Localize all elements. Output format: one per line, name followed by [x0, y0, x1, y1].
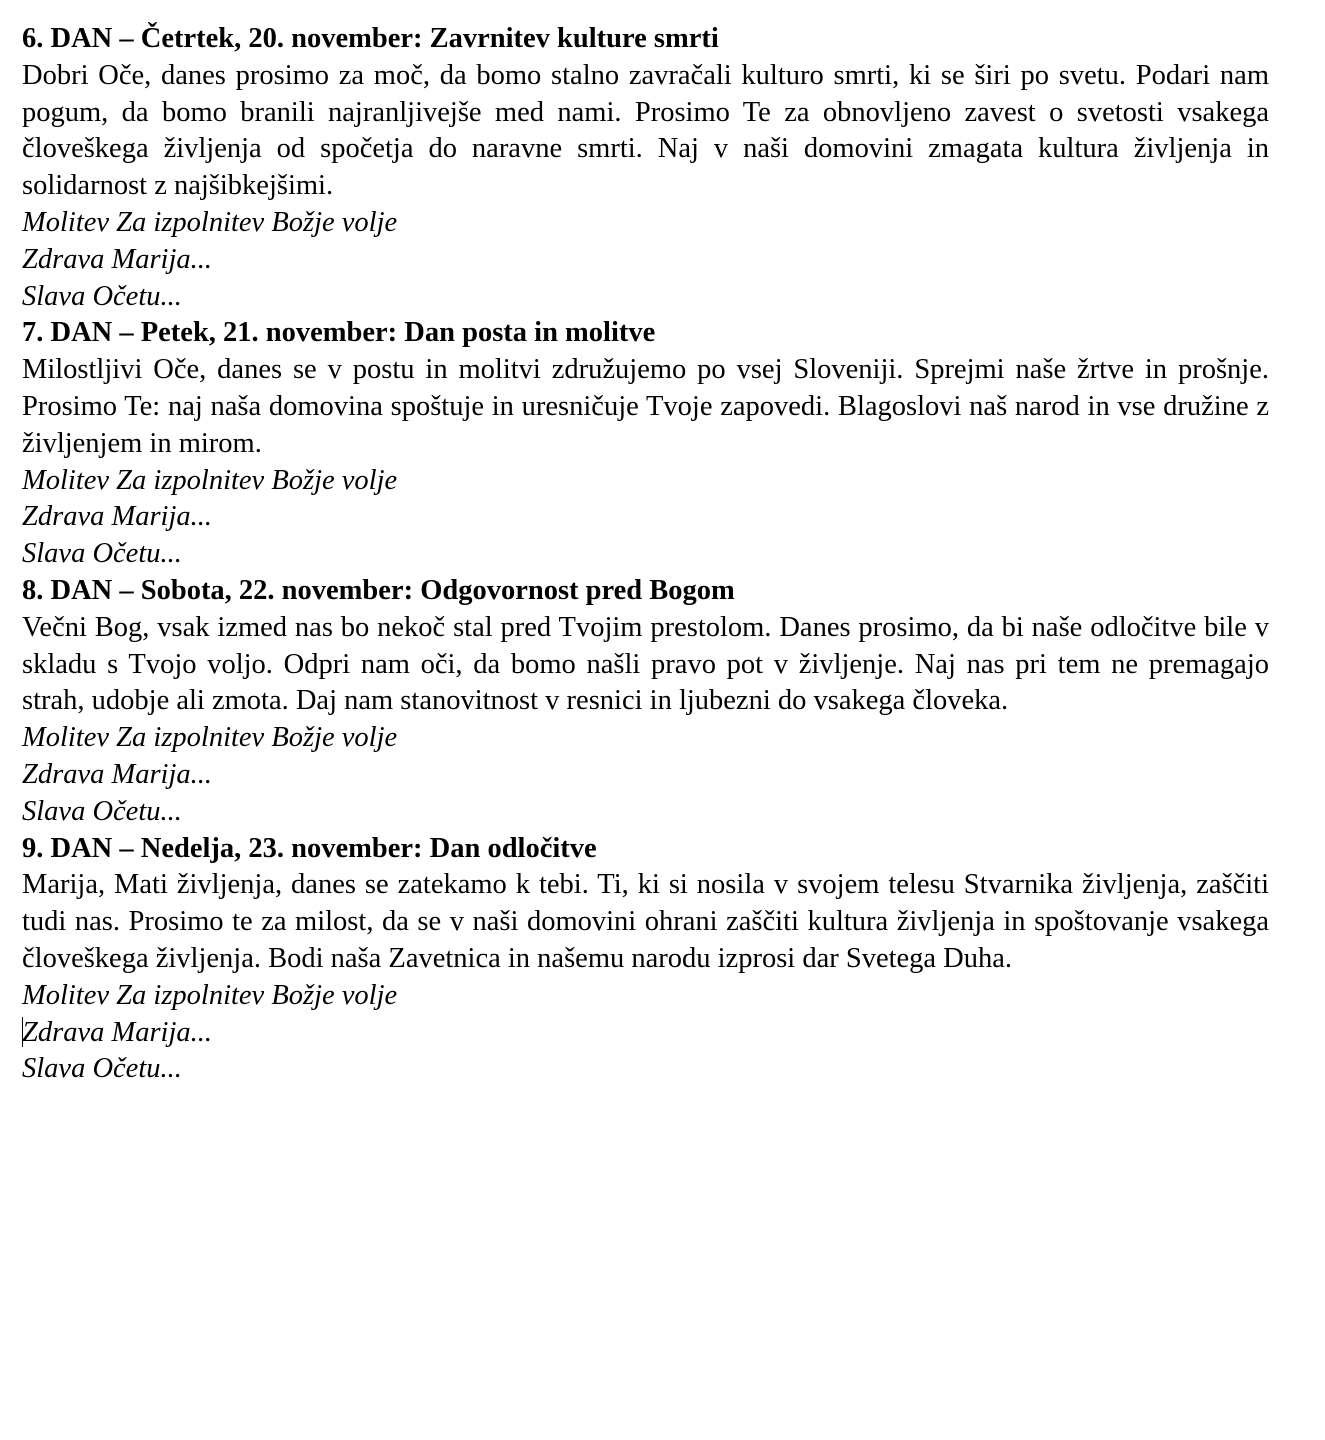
prayer-line: Slava Očetu...: [22, 1053, 182, 1085]
day-title: 6. DAN – Četrtek, 20. november: Zavrnitev kulture smrti: [22, 23, 719, 54]
prayer-line: Slava Očetu...: [22, 280, 182, 312]
prayer-line: Molitev Za izpolnitev Božje volje: [22, 464, 398, 496]
document-page: [22, 21, 1269, 1088]
prayer-line: Molitev Za izpolnitev Božje volje: [22, 722, 398, 754]
prayer-text: Zdrava Marija...: [22, 1016, 213, 1048]
day-6-section: [22, 21, 1269, 315]
day-9-section: [22, 831, 1269, 1089]
prayer-line: Molitev Za izpolnitev Božje volje: [22, 979, 398, 1011]
prayer-line-with-cursor[interactable]: [22, 1015, 1269, 1052]
prayer-line: Molitev Za izpolnitev Božje volje: [22, 206, 398, 238]
day-8-section: [22, 573, 1269, 831]
day-7-section: [22, 315, 1269, 573]
day-text: Večni Bog, vsak izmed nas bo nekoč stal pred Tvojim prestolom. Danes prosimo, da bi naše odločitve bile v skladu s Tvojo voljo. Odpri nam oči, da bomo našli pravo pot v življenje. Naj nas pri tem ne premagajo strah, udobje ali zmota. Daj nam stanovitnost v resnici in ljubezni do vsakega človeka.: [22, 611, 1269, 717]
prayer-line: Slava Očetu...: [22, 795, 182, 827]
day-text: Marija, Mati življenja, danes se zatekamo k tebi. Ti, ki si nosila v svojem telesu Stvarnika življenja, zaščiti tudi nas. Prosimo te za milost, da se v naši domovini ohrani zaščiti kultura življenja in spoštovanje vsakega človeškega življenja. Bodi naša Zavetnica in našemu narodu izprosi dar Svetega Duha.: [22, 869, 1269, 974]
day-text: Milostljivi Oče, danes se v postu in molitvi združujemo po vsej Sloveniji. Sprejmi naše žrtve in prošnje. Prosimo Te: naj naša domovina spoštuje in uresničuje Tvoje zapovedi. Blagoslovi naš narod in vse družine z življenjem in mirom.: [22, 354, 1269, 459]
day-text: Dobri Oče, danes prosimo za moč, da bomo stalno zavračali kulturo smrti, ki se širi po svetu. Podari nam pogum, da bomo branili najranljivejše med nami. Prosimo Te za obnovljeno zavest o svetosti vsakega človeškega življenja od spočetja do naravne smrti. Naj v naši domovini zmagata kultura življenja in solidarnost z najšibkejšimi.: [22, 59, 1269, 202]
prayer-line: Zdrava Marija...: [22, 501, 213, 533]
day-title: 8. DAN – Sobota, 22. november: Odgovornost pred Bogom: [22, 574, 735, 606]
day-title: 7. DAN – Petek, 21. november: Dan posta in molitve: [22, 317, 656, 349]
prayer-line: Zdrava Marija...: [22, 243, 213, 275]
day-title: 9. DAN – Nedelja, 23. november: Dan odločitve: [22, 832, 597, 864]
prayer-line: Slava Očetu...: [22, 538, 182, 570]
prayer-line: Zdrava Marija...: [22, 758, 213, 790]
